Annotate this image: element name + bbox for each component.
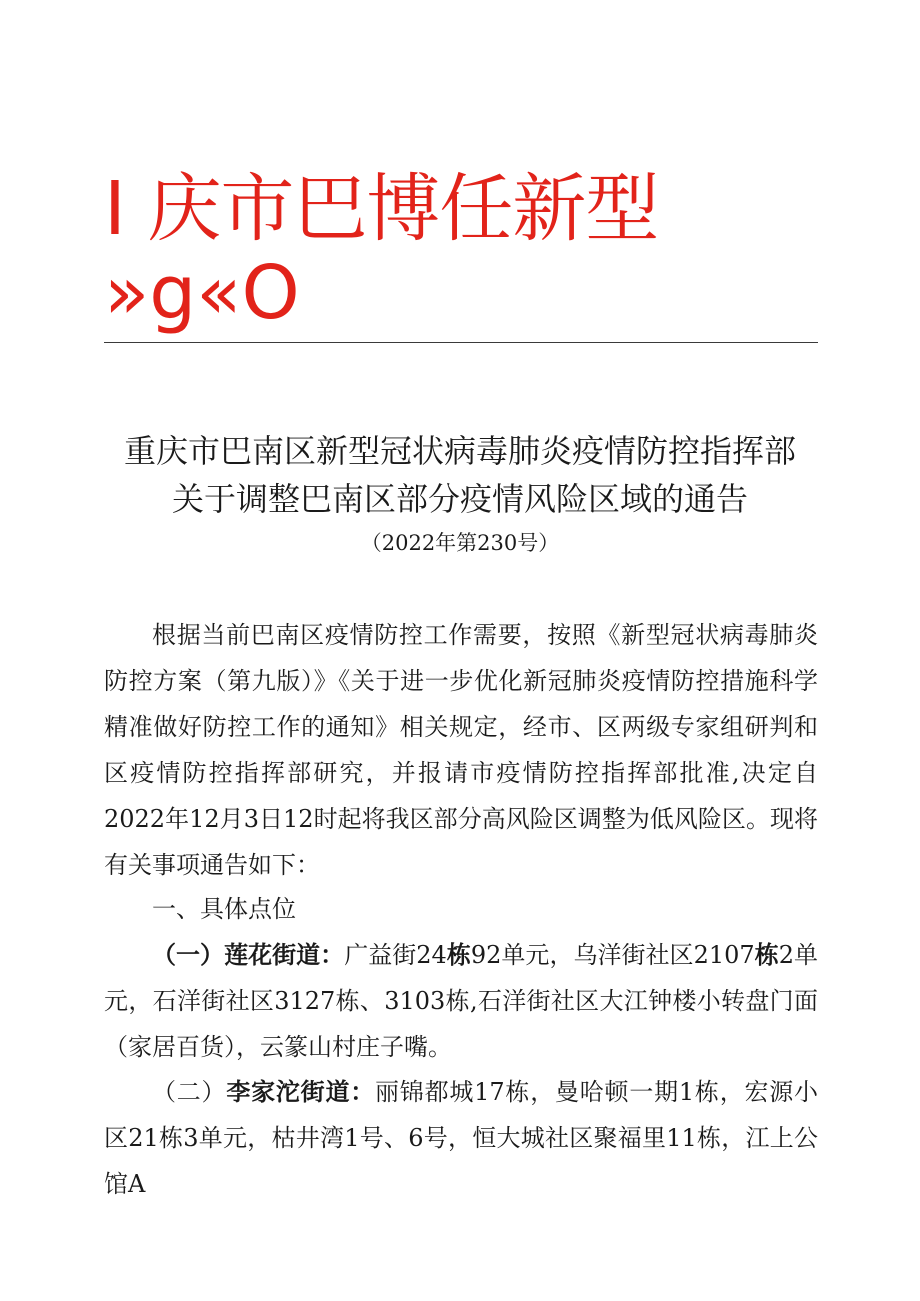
intro-paragraph-block — [104, 612, 818, 888]
document-number: （2022年第230号） — [360, 531, 560, 555]
section-1-block — [104, 886, 818, 932]
item-2-paragraph — [104, 1069, 818, 1207]
item-1-text-c: 2单元，石洋街社区3127栋、3103栋,石洋街社区大江钟楼小转盘门面（家居百货），云篆山村庄子嘴。 — [104, 941, 819, 1061]
section-1-heading: 一、具体点位 — [152, 895, 296, 923]
red-header-line-2: »g«O — [104, 250, 300, 336]
item-2-block — [104, 1069, 818, 1207]
item-2-label: 李家沱街道： — [226, 1078, 376, 1106]
header-divider — [104, 342, 818, 343]
item-1-bold-b: 栋 — [754, 941, 779, 969]
item-1-bold-a: 栋 — [446, 941, 471, 969]
red-header-line-1: I 庆市巴博任新型 — [104, 166, 659, 252]
item-1-paragraph — [104, 932, 818, 1070]
document-title-line-1: 重庆市巴南区新型冠状病毒肺炎疫情防控指挥部 — [123, 432, 796, 470]
item-1-text-a: 广益街24 — [344, 941, 447, 969]
item-1-label: （一）莲花街道： — [152, 941, 345, 969]
item-2-text: 丽锦都城17栋，曼哈顿一期1栋，宏源小区21栋3单元，枯井湾1号、6号，恒大城社区聚福里11栋，江上公馆A — [104, 1078, 819, 1198]
document-title-line-2: 关于调整巴南区部分疫情风险区域的通告 — [171, 480, 748, 518]
item-1-block — [104, 932, 818, 1070]
item-1-text-b: 92单元，乌洋街社区2107 — [470, 941, 755, 969]
intro-paragraph: 根据当前巴南区疫情防控工作需要，按照《新型冠状病毒肺炎防控方案（第九版）》《关于进一步优化新冠肺炎疫情防控措施科学精准做好防控工作的通知》相关规定，经市、区两级专家组研判和区疫情防控指挥部研究，并报请市疫情防控指挥部批准,决定自2022年12月3日12时起将我区部分高风险区调整为低风险区。现将有关事项通告如下： — [104, 621, 818, 879]
item-2-prefix: （二） — [152, 1078, 227, 1106]
